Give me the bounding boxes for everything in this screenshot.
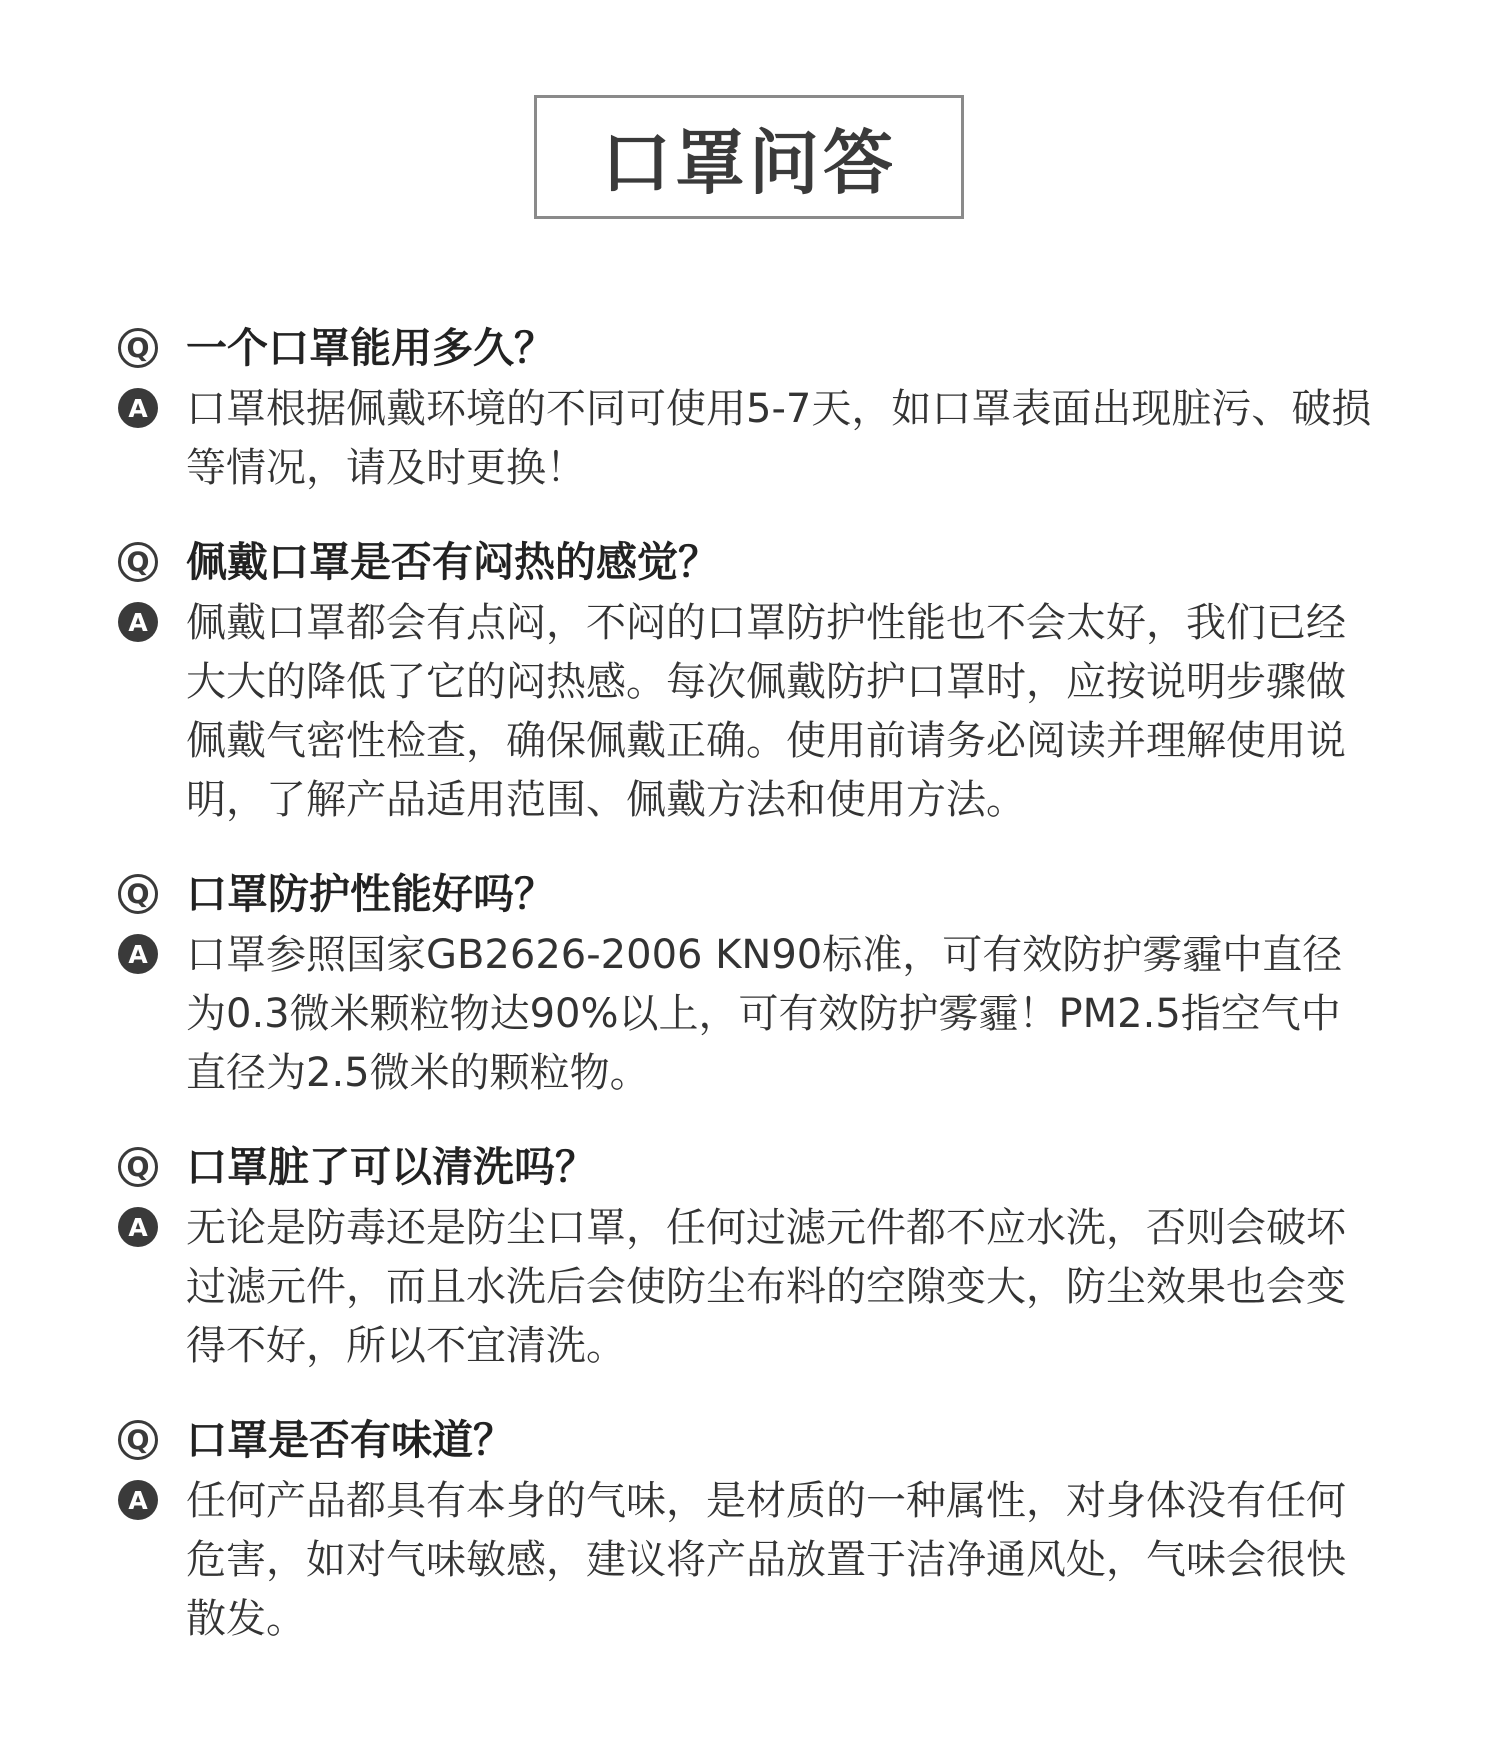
answer-row	[116, 378, 1380, 498]
question-text: 口罩脏了可以清洗吗？	[186, 1143, 596, 1191]
qa-item	[116, 1137, 1380, 1376]
question-text: 口罩防护性能好吗？	[186, 870, 555, 918]
answer-text: 任何产品都具有本身的气味，是材质的一种属性，对身体没有任何危害，如对气味敏感，建议将产品放置于洁净通风处，气味会很快散发。	[186, 1478, 1346, 1642]
qa-item	[116, 318, 1380, 498]
question-text: 口罩是否有味道？	[186, 1416, 514, 1464]
answer-badge-icon: A	[118, 602, 158, 642]
page-title: 口罩问答	[601, 121, 897, 204]
title-box	[534, 95, 964, 219]
answer-row	[116, 592, 1380, 830]
answer-text: 口罩根据佩戴环境的不同可使用5-7天，如口罩表面出现脏污、破损等情况，请及时更换！	[186, 386, 1372, 491]
question-row	[116, 532, 1380, 592]
question-badge-icon: Q	[118, 542, 158, 582]
answer-badge-icon: A	[118, 1480, 158, 1520]
qa-list	[116, 318, 1380, 1683]
answer-row	[116, 1470, 1380, 1649]
question-row	[116, 864, 1380, 924]
question-row	[116, 1410, 1380, 1470]
answer-text: 口罩参照国家GB2626-2006 KN90标准，可有效防护雾霾中直径为0.3微米颗粒物达90%以上，可有效防护雾霾！PM2.5指空气中直径为2.5微米的颗粒物。	[186, 932, 1343, 1096]
qa-item	[116, 1410, 1380, 1649]
answer-badge-icon: A	[118, 934, 158, 974]
answer-row	[116, 924, 1380, 1103]
answer-badge-icon: A	[118, 388, 158, 428]
qa-item	[116, 532, 1380, 830]
qa-item	[116, 864, 1380, 1103]
question-badge-icon: Q	[118, 874, 158, 914]
question-row	[116, 318, 1380, 378]
answer-badge-icon: A	[118, 1207, 158, 1247]
answer-text: 佩戴口罩都会有点闷，不闷的口罩防护性能也不会太好，我们已经大大的降低了它的闷热感。每次佩戴防护口罩时，应按说明步骤做佩戴气密性检查，确保佩戴正确。使用前请务必阅读并理解使用说明，了解产品适用范围、佩戴方法和使用方法。	[186, 600, 1346, 823]
question-text: 佩戴口罩是否有闷热的感觉？	[186, 538, 719, 586]
question-text: 一个口罩能用多久？	[186, 324, 555, 372]
question-badge-icon: Q	[118, 1147, 158, 1187]
answer-row	[116, 1197, 1380, 1376]
question-row	[116, 1137, 1380, 1197]
answer-text: 无论是防毒还是防尘口罩，任何过滤元件都不应水洗，否则会破坏过滤元件，而且水洗后会使防尘布料的空隙变大，防尘效果也会变得不好，所以不宜清洗。	[186, 1205, 1346, 1369]
question-badge-icon: Q	[118, 328, 158, 368]
question-badge-icon: Q	[118, 1420, 158, 1460]
